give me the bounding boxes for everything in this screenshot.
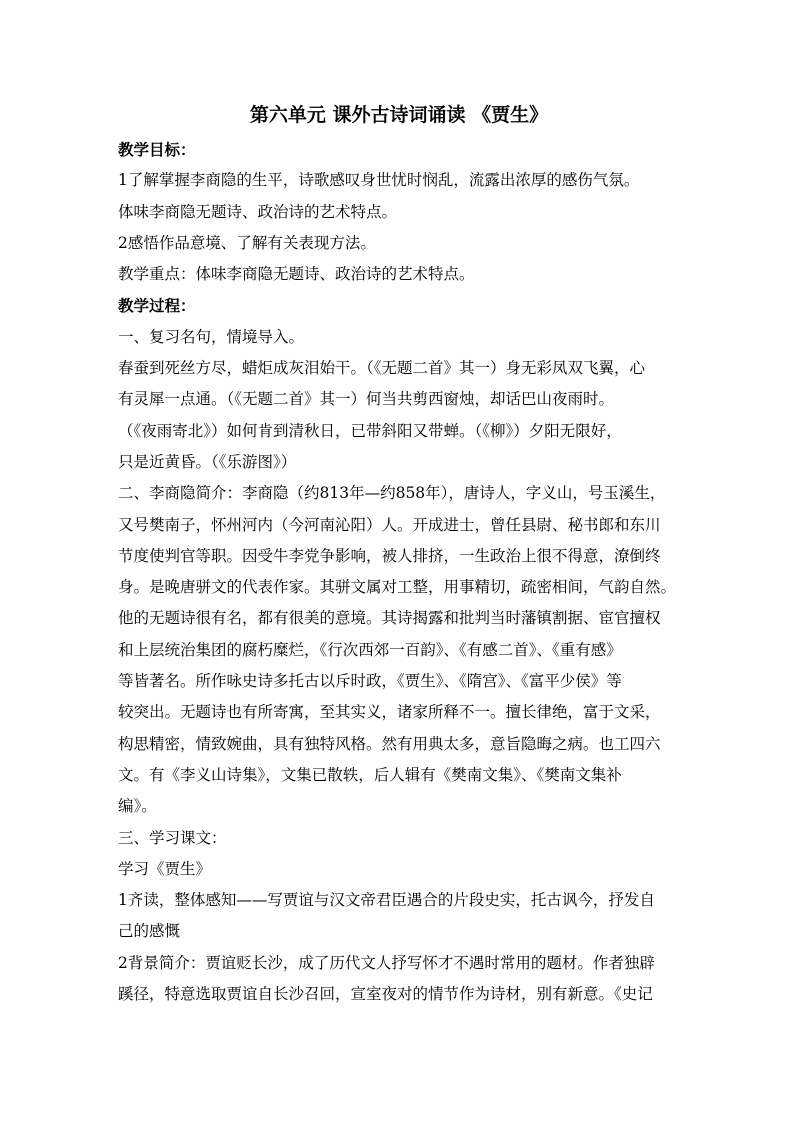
text-line: 学习《贾生》 [118,859,212,878]
document-page [118,100,680,1010]
text-line: 一、复习名句，情境导入。 [118,327,305,346]
text-line: 体味李商隐无题诗、政治诗的艺术特点。 [118,202,398,221]
section-heading: 教学过程： [118,296,196,316]
text-line: 身。是晚唐骈文的代表作家。其骈文属对工整，用事精切，疏密相间，气韵自然。 [118,578,677,597]
text-line: 二、李商隐简介：李商隐（约813年—约858年），唐诗人，字义山，号玉溪生， [118,484,666,503]
text-line: 编》。 [118,797,157,816]
text-line: 己的感慨 [118,922,181,941]
text-line: 2感悟作品意境、了解有关表现方法。 [118,233,376,252]
text-line: 1齐读，整体感知——写贾谊与汉文帝君臣遇合的片段史实，托古讽今，抒发自 [118,891,655,910]
text-line: 和上层统治集团的腐朽糜烂，《行次西郊一百韵》、《有感二首》、《重有感》 [118,640,622,659]
text-line: 只是近黄昏。（《乐游图》） [118,452,297,471]
text-line: 春蚕到死丝方尽，蜡炬成灰泪始干。（《无题二首》其一）身无彩凤双飞翼，心 [118,359,646,378]
text-line: 较突出。无题诗也有所寄寓，至其实义，诸家所释不一。擅长律绝，富于文采， [118,703,661,722]
section-heading: 教学目标： [118,140,196,159]
text-line: 三、学习课文： [118,828,227,847]
text-line: 节度使判官等职。因受牛李党争影响，被人排挤，一生政治上很不得意，潦倒终 [118,546,661,565]
text-line: 有灵犀一点通。（《无题二首》其一）何当共剪西窗烛，却话巴山夜雨时。 [118,390,615,409]
text-line: 1了解掌握李商隐的生平，诗歌感叹身世忧时悯乱，流露出浓厚的感伤气氛。 [118,171,640,190]
text-line: 蹊径，特意选取贾谊自长沙召回，宣室夜对的情节作为诗材，别有新意。《史记 [118,985,653,1004]
document-title: 第六单元 课外古诗词诵读 《贾生》 [249,104,549,126]
text-line: 文。有《李义山诗集》，文集已散轶，后人辑有《樊南文集》、《樊南文集补 [118,765,622,784]
text-line: 等皆著名。所作咏史诗多托古以斥时政，《贾生》、《隋宫》、《富平少侯》等 [118,672,622,691]
text-line: 他的无题诗很有名，都有很美的意境。其诗揭露和批判当时藩镇割据、宦官擅权 [118,609,661,628]
text-line: 教学重点：体味李商隐无题诗、政治诗的艺术特点。 [118,265,475,284]
text-line: 又号樊南子，怀州河内（今河南沁阳）人。开成进士，曾任县尉、秘书郎和东川 [118,515,661,534]
document-body [118,134,680,1010]
text-line: 2背景简介：贾谊贬长沙，成了历代文人抒写怀才不遇时常用的题材。作者独辟 [118,953,655,972]
text-line: （《夜雨寄北》）如何肯到清秋日，已带斜阳又带蝉。（《柳》）夕阳无限好， [118,421,622,440]
text-line: 构思精密，情致婉曲，具有独特风格。然有用典太多，意旨隐晦之病。也工四六 [118,734,661,753]
